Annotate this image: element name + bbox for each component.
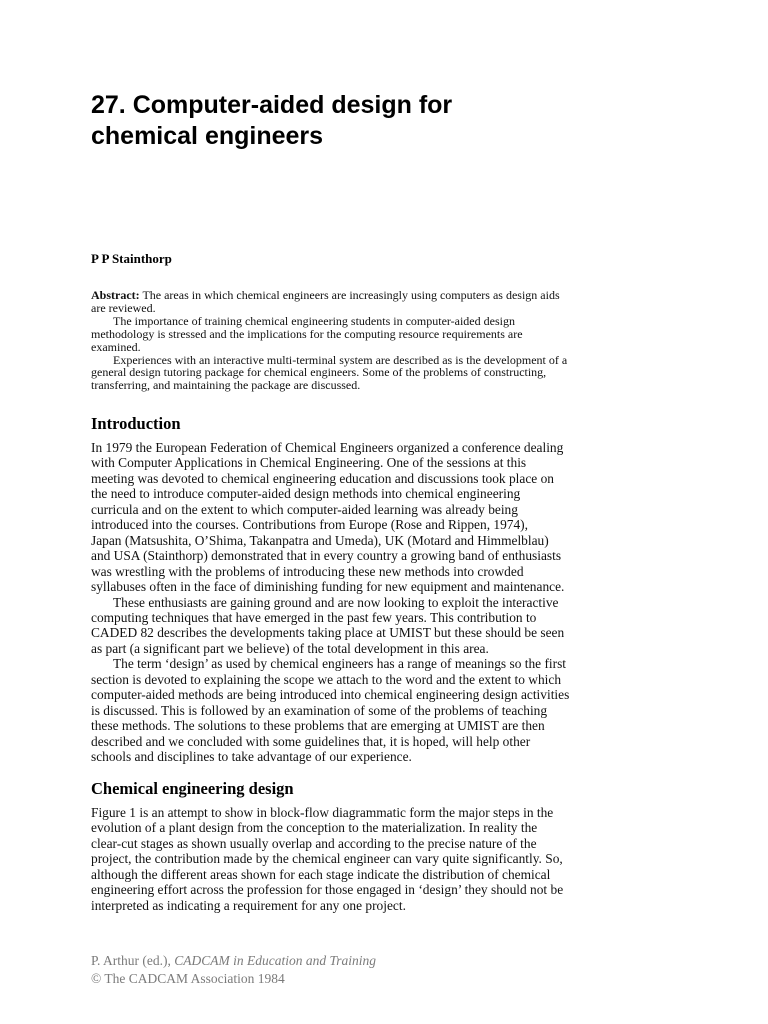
body-line: In 1979 the European Federation of Chemical Engineers organized a conference dealing [91, 440, 564, 455]
body-line: evolution of a plant design from the conception to the materialization. In reality the [91, 820, 538, 836]
abstract-line: general design tutoring package for chemical engineers. Some of the problems of constructing, [91, 365, 547, 380]
body-line: described and we concluded with some guidelines that, it is hoped, will help other [91, 733, 531, 749]
footer-copyright: © The CADCAM Association 1984 [91, 971, 285, 986]
abstract-line: The importance of training chemical engineering students in computer-aided design [113, 313, 515, 328]
body-line: interpreted as indicating a requirement for any one project. [91, 897, 406, 913]
body-line: and USA (Stainthorp) demonstrated that in every country a growing band of enthusiasts [91, 548, 562, 564]
abstract-line: methodology is stressed and the implications for the computing resource requirements are [91, 326, 523, 341]
body-line: schools and disciplines to take advantage of our experience. [91, 749, 412, 765]
chemical-design-body [91, 805, 691, 913]
body-line: meeting was devoted to chemical engineering education and discussions took place on [91, 470, 554, 486]
abstract-line [91, 289, 681, 302]
body-line: clear-cut stages as shown usually overlap and according to the precise nature of the [91, 835, 537, 851]
abstract [91, 289, 681, 392]
body-line: is discussed. This is followed by an examination of some of the problems of teaching [91, 702, 548, 718]
footer-book-title: CADCAM in Education and Training [174, 953, 377, 968]
abstract-text: The areas in which chemical engineers are increasingly using computers as design aids [139, 288, 560, 302]
paper-title [91, 90, 651, 152]
body-line: the need to introduce computer-aided design methods into chemical engineering [91, 486, 521, 502]
author-name: P P Stainthorp [91, 251, 172, 266]
body-line: was wrestling with the problems of introducing these new methods into crowded [91, 563, 524, 579]
body-line: computer-aided methods are being introduced into chemical engineering design activities [91, 687, 570, 703]
body-line: computing techniques that have emerged in the past few years. This contribution to [91, 609, 537, 625]
abstract-line: transferring, and maintaining the package are discussed. [91, 378, 361, 393]
publication-footer [91, 952, 376, 988]
abstract-line: examined. [91, 339, 141, 354]
body-line: with Computer Applications in Chemical Engineering. One of the sessions at this [91, 455, 527, 471]
body-line: These enthusiasts are gaining ground and are now looking to exploit the interactive [113, 594, 559, 610]
title-line-1: 27. Computer-aided design for [91, 91, 453, 119]
body-line: engineering effort across the profession for those engaged in ‘design’ they should not be [91, 882, 564, 898]
abstract-label: Abstract: [91, 288, 140, 302]
body-line: curricula and on the extent to which computer-aided learning was already being [91, 501, 518, 517]
body-line: introduced into the courses. Contributions from Europe (Rose and Rippen, 1974), [91, 517, 528, 533]
body-line: project, the contribution made by the chemical engineer can vary quite significantly. So, [91, 851, 563, 867]
body-line: these methods. The solutions to these problems that are emerging at UMIST are then [91, 718, 545, 734]
body-line: section is devoted to explaining the scope we attach to the word and the extent to which [91, 671, 562, 687]
body-line: as part (a significant part we believe) of the total development in this area. [91, 640, 489, 656]
section-heading-introduction: Introduction [91, 414, 181, 433]
introduction-body [91, 440, 691, 765]
body-line: Figure 1 is an attempt to show in block-flow diagrammatic form the major steps in the [91, 805, 554, 820]
body-line: CADED 82 describes the developments taking place at UMIST but these should be seen [91, 625, 565, 641]
body-line: although the different areas shown for each stage indicate the distribution of chemical [91, 866, 551, 882]
abstract-line: Experiences with an interactive multi-terminal system are described as is the development of a [113, 352, 568, 367]
footer-editor: P. Arthur (ed.), [91, 953, 175, 968]
section-heading-chemical-engineering-design: Chemical engineering design [91, 779, 294, 798]
body-line: The term ‘design’ as used by chemical engineers has a range of meanings so the first [113, 656, 567, 672]
body-line: syllabuses often in the face of diminishing funding for new equipment and maintenance. [91, 579, 565, 595]
footer-citation [91, 952, 376, 970]
abstract-line: are reviewed. [91, 300, 156, 315]
title-line-2: chemical engineers [91, 122, 324, 150]
body-line: Japan (Matsushita, O’Shima, Takanpatra and Umeda), UK (Motard and Himmelblau) [91, 532, 549, 548]
